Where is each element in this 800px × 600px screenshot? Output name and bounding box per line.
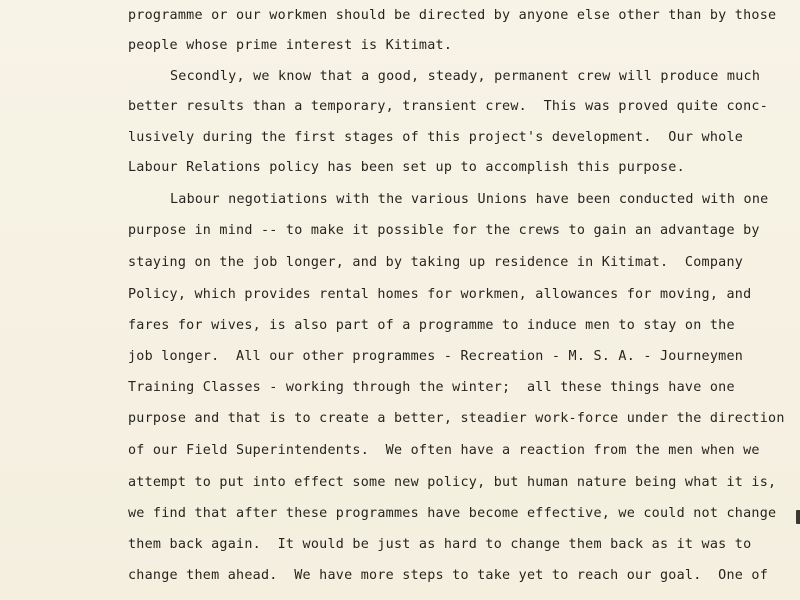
text-line-8: purpose in mind -- to make it possible for the crews to gain an advantage by <box>128 223 760 238</box>
text-line-10: Policy, which provides rental homes for workmen, allowances for moving, and <box>128 287 752 302</box>
text-line-17: we find that after these programmes have become effective, we could not change <box>128 506 777 521</box>
text-line-5: lusively during the first stages of this project's development. Our whole <box>128 130 744 145</box>
text-line-14: purpose and that is to create a better, steadier work-force under the direction <box>128 411 785 426</box>
text-line-15: of our Field Superintendents. We often have a reaction from the men when we <box>128 443 760 458</box>
text-line-18: them back again. It would be just as hard to change them back as it was to <box>128 537 752 552</box>
text-line-7: Labour negotiations with the various Unions have been conducted with one <box>170 192 769 207</box>
text-line-2: people whose prime interest is Kitimat. <box>128 38 453 53</box>
right-edge-mark <box>796 510 800 524</box>
text-line-9: staying on the job longer, and by taking up residence in Kitimat. Company <box>128 255 744 270</box>
text-line-3: Secondly, we know that a good, steady, permanent crew will produce much <box>170 69 761 84</box>
text-line-4: better results than a temporary, transient crew. This was proved quite conc- <box>128 99 769 114</box>
text-line-16: attempt to put into effect some new policy, but human nature being what it is, <box>128 475 777 490</box>
text-line-11: fares for wives, is also part of a programme to induce men to stay on the <box>128 318 735 333</box>
text-line-19: change them ahead. We have more steps to take yet to reach our goal. One of <box>128 568 769 583</box>
text-line-6: Labour Relations policy has been set up to accomplish this purpose. <box>128 160 685 175</box>
text-line-1: programme or our workmen should be directed by anyone else other than by those <box>128 8 777 23</box>
text-line-13: Training Classes - working through the winter; all these things have one <box>128 380 735 395</box>
text-line-12: job longer. All our other programmes - Recreation - M. S. A. - Journeymen <box>128 349 744 364</box>
